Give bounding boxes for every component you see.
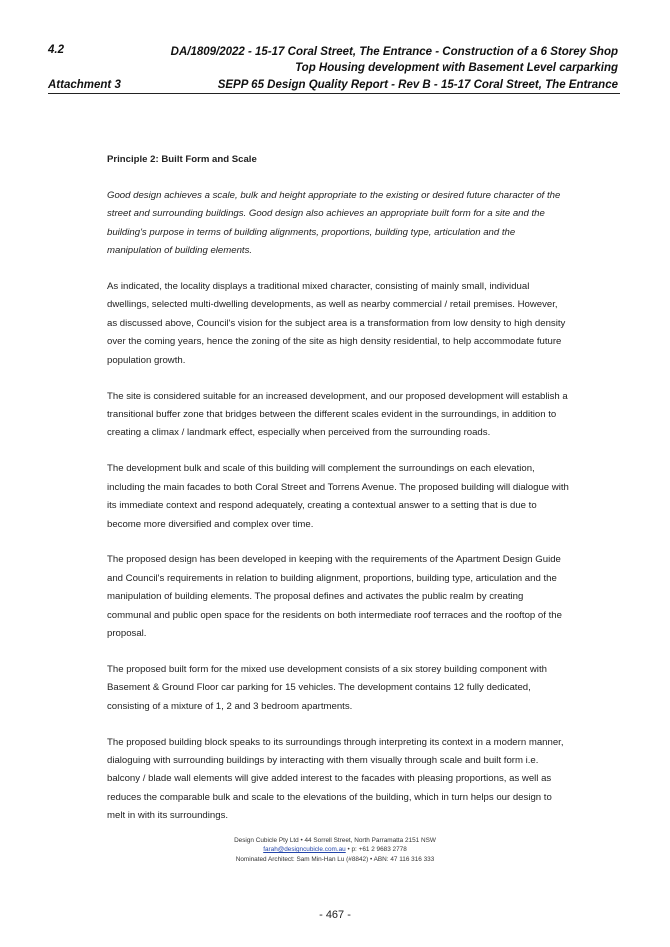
document-title-line-2: Top Housing development with Basement Level carparking <box>295 62 618 74</box>
principle-description: Good design achieves a scale, bulk and height appropriate to the existing or desired future character of the street and surrounding buildings. Good design also achieves an appropriate built form for a site and the building's purpose in terms of building alignments, proportions, building type, articulation and the manipulation of building elements. <box>107 189 561 257</box>
attachment-label: Attachment 3 <box>48 79 121 91</box>
body-paragraph: The proposed built form for the mixed use development consists of a six storey building component with Basement & Ground Floor car parking for 15 vehicles. The development contains 12 fully dedicated, consisting of a mixture of 1, 2 and 3 bedroom apartments. <box>107 663 547 712</box>
body-paragraph: The site is considered suitable for an increased development, and our proposed development will establish a transitional buffer zone that bridges between the different scales evident in the surroundings, in addition to creating a climax / landmark effect, especially when perceived from the surrounding roads. <box>107 390 568 439</box>
footer-address: Design Cubicle Pty Ltd • 44 Sorrell Street, North Parramatta 2151 NSW <box>234 837 436 844</box>
body-paragraph: The proposed building block speaks to its surroundings through interpreting its context in a modern manner, dialoguing with surrounding buildings by interacting with them visually through scale and built form i.e. balcony / blade wall elements will give added interest to the facades with pleasing proportions, as well as reduces the comparable bulk and scale to the elevations of the building, which in turn helps our design to melt in with its surroundings. <box>107 736 564 822</box>
company-footer <box>0 836 670 864</box>
footer-contact <box>0 845 670 854</box>
footer-phone: • p: +61 2 9683 2778 <box>345 846 407 854</box>
body-paragraph: The proposed design has been developed in keeping with the requirements of the Apartment Design Guide and Council's requirements in relation to building alignment, proportions, building type, articulation and the manipulation of building elements. The proposal defines and activates the public realm by creating communal and public open space for the residents on both intermediate roof terraces and the rooftop of the proposal. <box>107 554 562 640</box>
section-heading: Principle 2: Built Form and Scale <box>107 154 257 165</box>
body-paragraph: The development bulk and scale of this building will complement the surroundings on each elevation, including the main facades to both Coral Street and Torrens Avenue. The proposed building will dialogue with its immediate context and respond adequately, creating a contextual answer to a setting that is due to become more diversified and complex over time. <box>107 463 569 530</box>
agenda-item-number: 4.2 <box>48 44 64 56</box>
footer-architect: Nominated Architect: Sam Min-Han Lu (#8842) • ABN: 47 116 316 333 <box>235 855 435 863</box>
report-body <box>107 151 569 843</box>
report-title: SEPP 65 Design Quality Report - Rev B - 15-17 Coral Street, The Entrance <box>217 79 618 91</box>
header-divider <box>48 93 620 94</box>
document-title <box>171 44 618 76</box>
page-number: - 467 - <box>319 909 351 921</box>
body-paragraph: As indicated, the locality displays a traditional mixed character, consisting of mainly small, individual dwellings, selected multi-dwelling developments, as well as nearby commercial / retail premises. However, as discussed above, Council's vision for the subject area is a transformation from low density to high density over the coming years, hence the zoning of the site as high density residential, to help accommodate future population growth. <box>107 281 566 366</box>
footer-email-link[interactable]: farah@designcubicle.com.au <box>263 846 346 854</box>
document-title-line-1: DA/1809/2022 - 15-17 Coral Street, The Entrance - Construction of a 6 Storey Shop <box>170 46 618 58</box>
